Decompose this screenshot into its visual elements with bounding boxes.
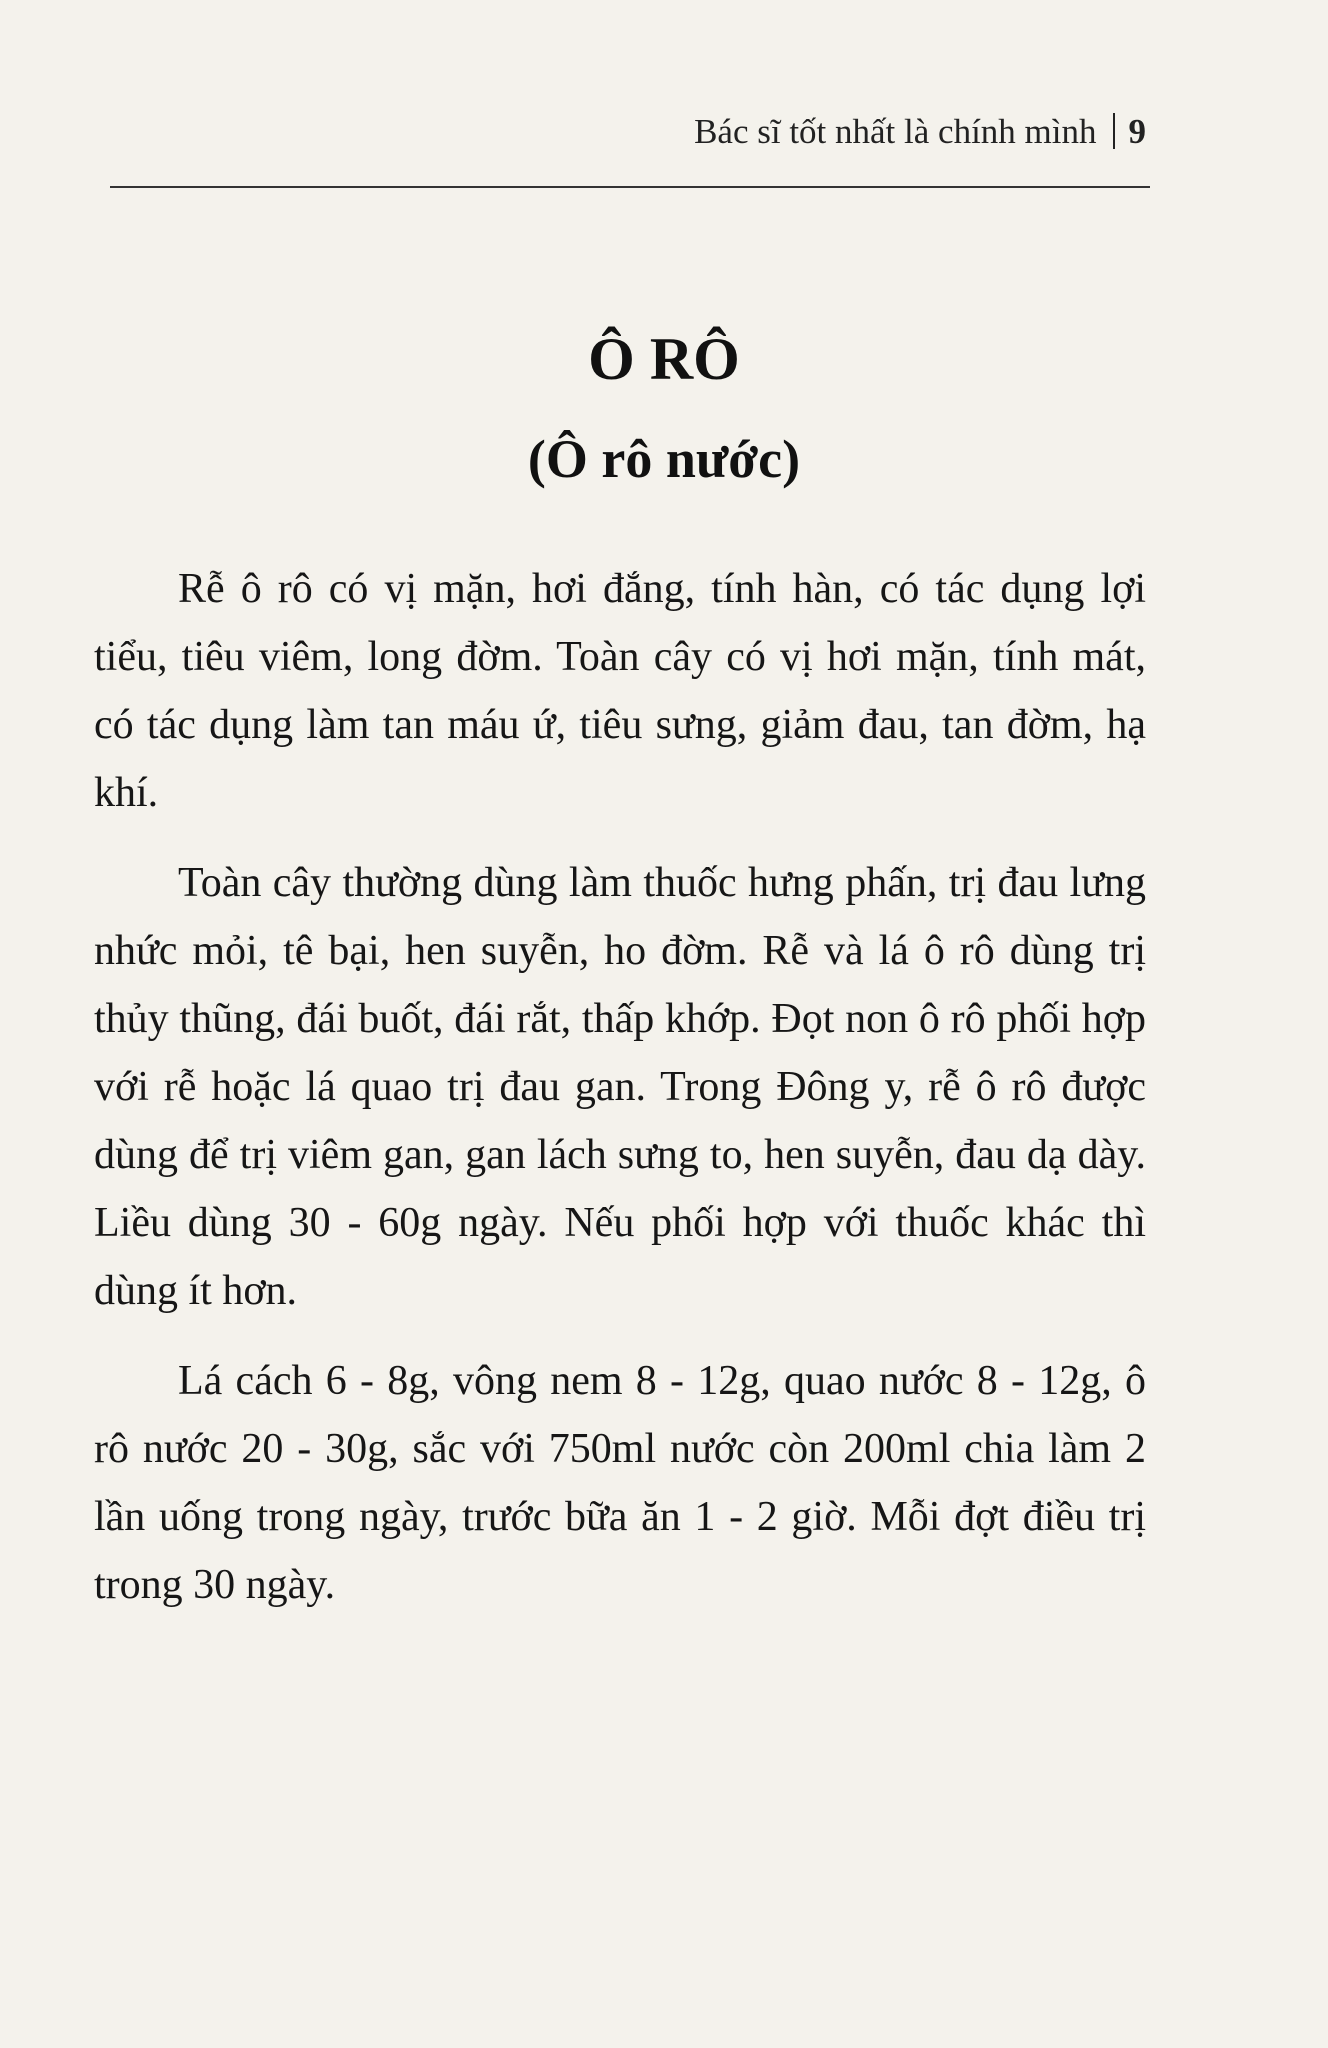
header-rule <box>110 186 1150 188</box>
header-separator <box>1113 113 1115 149</box>
running-title: Bác sĩ tốt nhất là chính mình <box>694 112 1097 151</box>
page-number: 9 <box>1128 112 1146 151</box>
paragraph-3: Lá cách 6 - 8g, vông nem 8 - 12g, quao nước 8 - 12g, ô rô nước 20 - 30g, sắc với 750ml nước còn 200ml chia làm 2 lần uống trong ngày, trước bữa ăn 1 - 2 giờ. Mỗi đợt điều trị trong 30 ngày. <box>94 1358 1146 1608</box>
running-header <box>694 112 1146 152</box>
paragraph-1: Rễ ô rô có vị mặn, hơi đắng, tính hàn, có tác dụng lợi tiểu, tiêu viêm, long đờm. Toàn cây có vị hơi mặn, tính mát, có tác dụng làm tan máu ứ, tiêu sưng, giảm đau, tan đờm, hạ khí. <box>94 566 1146 816</box>
paragraph-2: Toàn cây thường dùng làm thuốc hưng phấn, trị đau lưng nhức mỏi, tê bại, hen suyễn, ho đờm. Rễ và lá ô rô dùng trị thủy thũng, đái buốt, đái rắt, thấp khớp. Đọt non ô rô phối hợp với rễ hoặc lá quao trị đau gan. Trong Đông y, rễ ô rô được dùng để trị viêm gan, gan lách sưng to, hen suyễn, đau dạ dày. Liều dùng 30 - 60g ngày. Nếu phối hợp với thuốc khác thì dùng ít hơn. <box>94 860 1146 1314</box>
article-subtitle: (Ô rô nước) <box>527 429 801 489</box>
article-title: Ô RÔ <box>588 326 740 392</box>
article-body <box>94 555 1146 1641</box>
